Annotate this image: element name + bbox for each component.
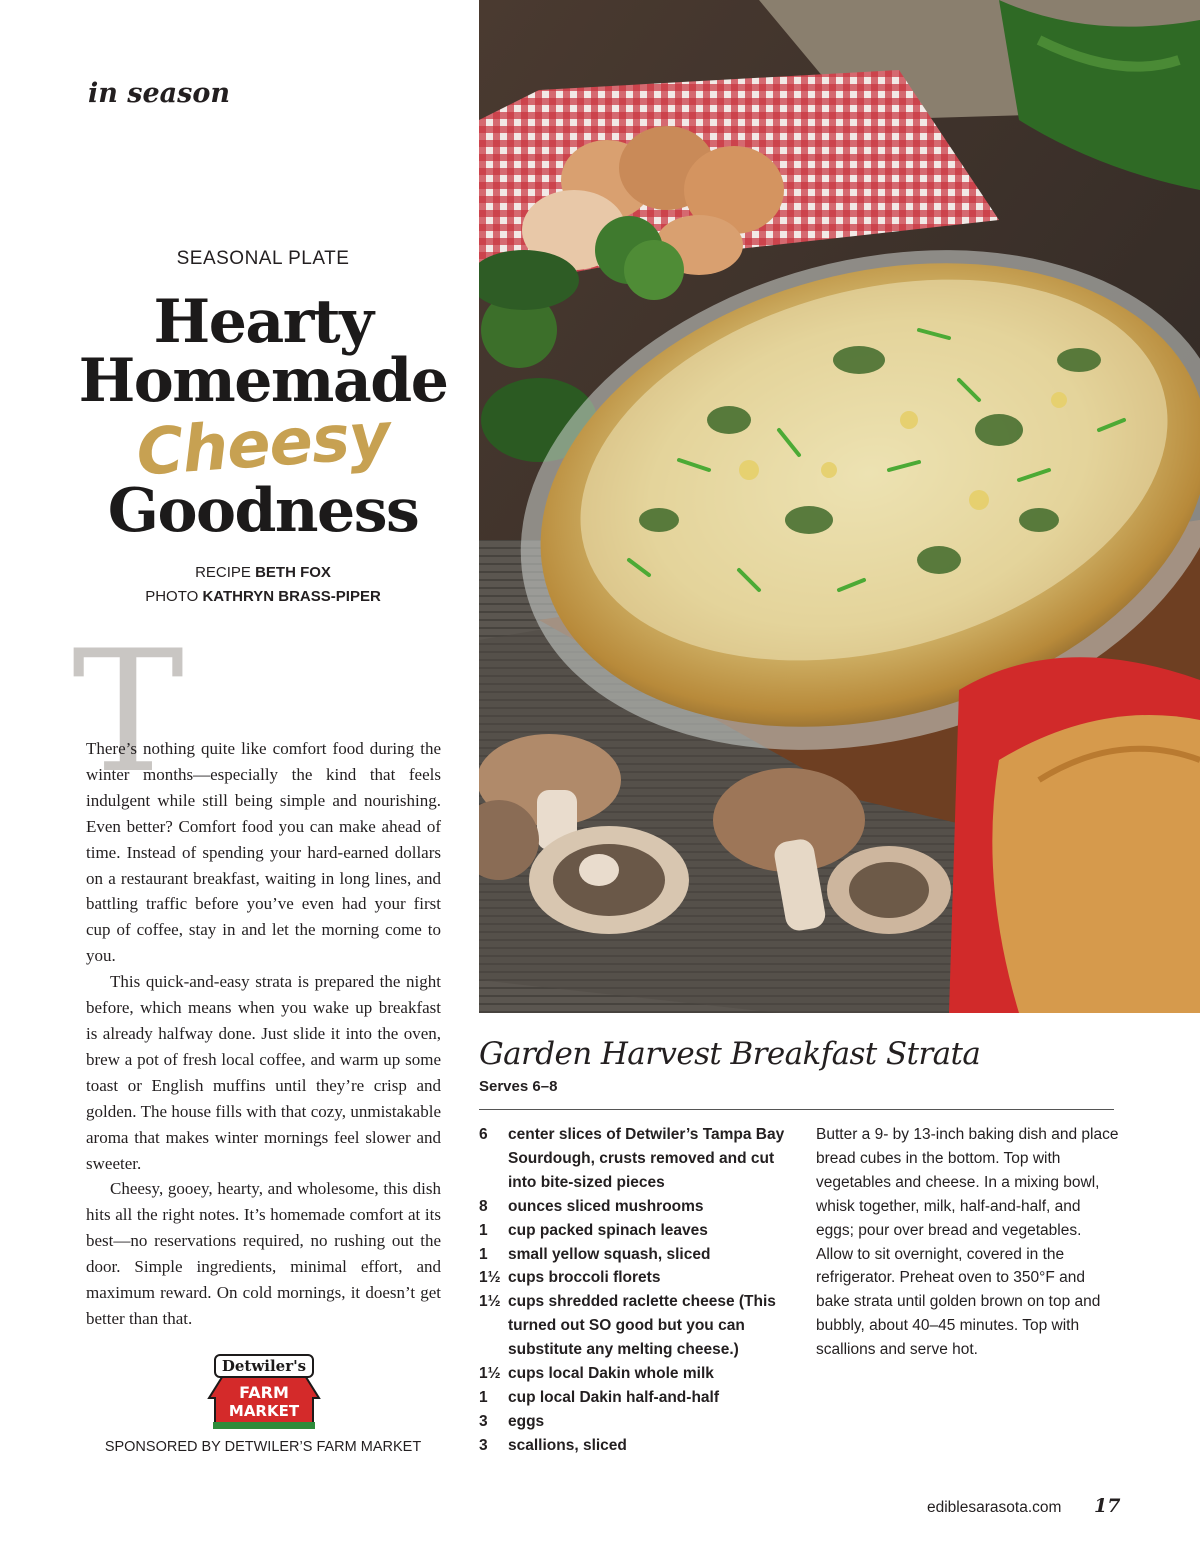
recipe-serves: Serves 6–8 (479, 1078, 558, 1095)
ingredient-item (479, 1243, 799, 1267)
body-paragraph: This quick-and-easy strata is prepared the night before, which means when you wake up breakfast is already halfway done. Just slide it into the oven, brew a pot of fresh local coffee, and warm up some toast or English muffins until they’re crisp and golden. The house fills with that cozy, unmistakable aroma that makes winter mornings feel slower and sweeter. (86, 972, 441, 1173)
photo-credit-label: PHOTO (145, 588, 199, 605)
footer-url: ediblesarasota.com (927, 1499, 1062, 1516)
kicker: SEASONAL PLATE (176, 248, 350, 269)
ingredient-qty: 1½ (479, 1365, 501, 1383)
ingredient-text: eggs (508, 1412, 545, 1430)
section-tag: in season (88, 78, 231, 109)
photo-credit (88, 588, 438, 605)
ingredient-text: cup packed spinach leaves (508, 1221, 708, 1239)
ingredient-text: scallions, sliced (508, 1436, 627, 1454)
ingredient-item (479, 1195, 799, 1219)
drop-cap: T (72, 614, 185, 810)
recipe-title: Garden Harvest Breakfast Strata (479, 1036, 981, 1072)
photo-credit-name: KATHRYN BRASS-PIPER (202, 588, 381, 605)
ingredient-qty: 1 (479, 1221, 488, 1239)
ingredient-qty: 1½ (479, 1269, 501, 1287)
ingredient-item (479, 1362, 799, 1386)
ingredient-text: cups local Dakin whole milk (508, 1365, 714, 1383)
ingredient-qty: 3 (479, 1412, 488, 1430)
ingredient-qty: 3 (479, 1436, 488, 1454)
ingredient-item (479, 1434, 799, 1458)
sponsor-line: SPONSORED BY DETWILER’S FARM MARKET (104, 1439, 422, 1455)
logo-text-farm: FARM (239, 1383, 289, 1402)
ingredient-item (479, 1290, 799, 1362)
divider (479, 1109, 1114, 1110)
ingredient-text: ounces sliced mushrooms (508, 1197, 704, 1215)
ingredient-item (479, 1386, 799, 1410)
ingredient-item (479, 1219, 799, 1243)
ingredient-qty: 6 (479, 1126, 488, 1143)
detwilers-logo (205, 1354, 323, 1430)
body-paragraph: There’s nothing quite like comfort food during the winter months—especially the kind that feels indulgent while still being simple and nourishing. Even better? Comfort food you can make ahead of time. Instead of spending your hard-earned dollars on a restaurant breakfast, waiting in long lines, and battling traffic before you’ve even had your first cup of coffee, stay in and let the morning come to you. (86, 739, 441, 966)
ingredient-item (479, 1123, 799, 1195)
ingredient-item (479, 1410, 799, 1434)
ingredient-qty: 1 (479, 1245, 488, 1263)
recipe-credit-label: RECIPE (195, 564, 251, 581)
ingredient-qty: 1½ (479, 1293, 501, 1311)
logo-text-brand: Detwiler's (221, 1357, 307, 1375)
headline-line-2: Homemade (78, 346, 448, 416)
ingredient-text: cup local Dakin half-and-half (508, 1388, 719, 1406)
ingredient-qty: 8 (479, 1197, 488, 1215)
ingredients-list (479, 1123, 799, 1458)
headline-script-word: Cheesy (134, 399, 392, 491)
strata-photo (479, 0, 1200, 1013)
logo-text-market: MARKET (228, 1402, 300, 1420)
headline-line-4: Goodness (107, 476, 419, 546)
article-body (86, 736, 441, 1332)
recipe-credit (88, 564, 438, 581)
ingredient-text: cups shredded raclette cheese (This turned out SO good but you can substitute any melting cheese.) (508, 1293, 776, 1359)
ingredient-text: cups broccoli florets (508, 1269, 661, 1287)
ingredient-text: small yellow squash, sliced (508, 1245, 711, 1263)
ingredient-text: center slices of Detwiler’s Tampa Bay Sourdough, crusts removed and cut into bite-sized pieces (508, 1126, 785, 1191)
ingredient-qty: 1 (479, 1388, 488, 1406)
page-number: 17 (1094, 1495, 1121, 1517)
headline-line-1: Hearty (153, 287, 373, 357)
recipe-credit-name: BETH FOX (255, 564, 331, 581)
recipe-method: Butter a 9- by 13-inch baking dish and place bread cubes in the bottom. Top with vegetables and cheese. In a mixing bowl, whisk together, milk, half-and-half, and eggs; pour over bread and vegetables. Allow to sit overnight, covered in the refrigerator. Preheat oven to 350°F and bake strata until golden brown on top and bubbly, about 40–45 minutes. Top with scallions and serve hot. (816, 1126, 1119, 1359)
body-paragraph: Cheesy, gooey, hearty, and wholesome, this dish hits all the right notes. It’s homemade comfort at its best—no reservations required, no rushing out the door. Simple ingredients, minimal effort, and maximum reward. On cold mornings, it doesn’t get better than that. (86, 1179, 441, 1328)
ingredient-item (479, 1266, 799, 1290)
